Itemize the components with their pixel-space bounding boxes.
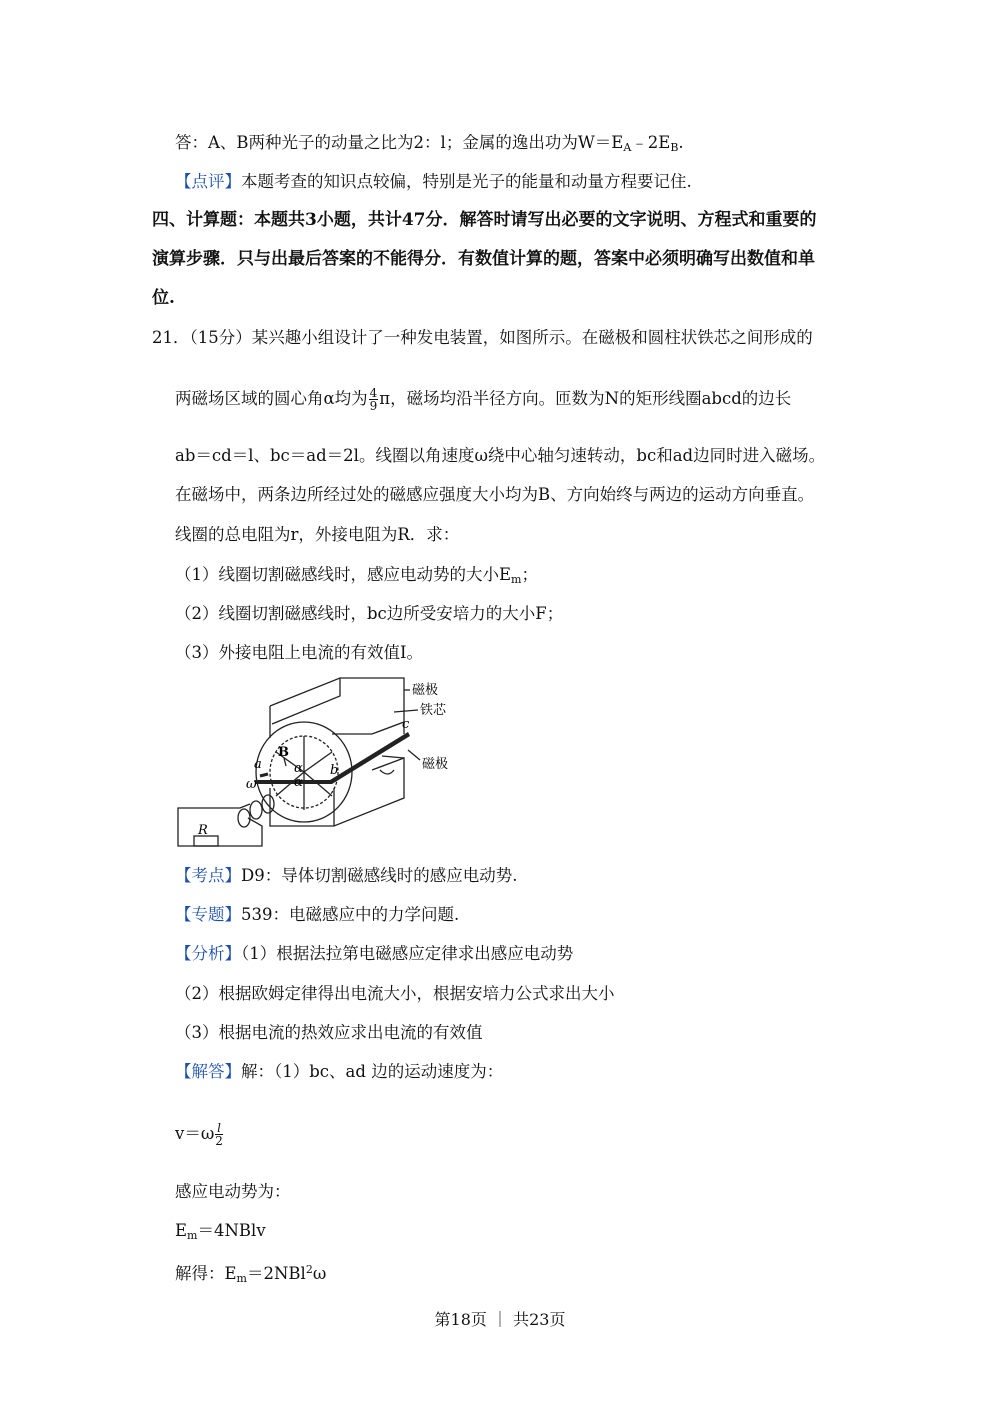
em2-b: ＝2NBl bbox=[246, 1264, 306, 1283]
sub-b: B bbox=[670, 141, 679, 154]
kaodian-tag: 【考点】 bbox=[175, 866, 241, 885]
emf-formula-1 bbox=[175, 1220, 266, 1247]
v-prefix: v＝ω bbox=[175, 1124, 215, 1143]
answer-line bbox=[175, 132, 684, 159]
em2-a: 解得：E bbox=[175, 1264, 237, 1283]
label-c: c bbox=[402, 717, 410, 732]
jieda-tag: 【解答】 bbox=[175, 1062, 241, 1081]
label-bottom-pole: 磁极 bbox=[422, 757, 449, 772]
label-b: b bbox=[330, 763, 339, 778]
em2-sub: m bbox=[236, 1272, 247, 1285]
slip-ring-2 bbox=[250, 801, 262, 819]
question-item-1 bbox=[175, 564, 538, 591]
frac-num: 4 bbox=[369, 386, 378, 400]
question-item-2: （2）线圈切割磁感线时，bc边所受安培力的大小F； bbox=[175, 604, 564, 623]
label-alpha-2: α bbox=[294, 775, 303, 790]
comment-line bbox=[175, 171, 692, 193]
fenxi-line bbox=[175, 943, 573, 965]
jieda-text: 解：（1）bc、ad 边的运动速度为： bbox=[241, 1062, 504, 1081]
kaodian-text: D9：导体切割磁感线时的感应电动势. bbox=[241, 866, 518, 885]
question-line-5: 线圈的总电阻为r，外接电阻为R．求： bbox=[175, 525, 460, 544]
coil-a bbox=[260, 774, 268, 776]
label-B: B bbox=[278, 745, 289, 760]
section-line-1: 四、计算题：本题共3小题，共计47分．解答时请写出必要的文字说明、方程式和重要的 bbox=[152, 210, 817, 230]
sub-a: A bbox=[623, 141, 632, 154]
fenxi-text-2: （2）根据欧姆定律得出电流大小，根据安培力公式求出大小 bbox=[175, 984, 615, 1003]
page-footer: 第18页 ｜ 共23页 bbox=[434, 1310, 566, 1329]
em1-a: E bbox=[175, 1221, 188, 1240]
generator-figure bbox=[172, 676, 462, 852]
section-line-2: 演算步骤．只与出最后答案的不能得分．有数值计算的题，答案中必须明确写出数值和单 bbox=[152, 249, 815, 269]
question-item-3: （3）外接电阻上电流的有效值I。 bbox=[175, 643, 424, 662]
label-core: 铁芯 bbox=[420, 703, 447, 718]
emf-label: 感应电动势为： bbox=[175, 1182, 291, 1201]
bottom-magnet-top-edge bbox=[382, 756, 404, 758]
answer-end: . bbox=[678, 133, 684, 152]
label-top-pole: 磁极 bbox=[412, 683, 439, 698]
section-line-3: 位. bbox=[152, 288, 175, 308]
fenxi-tag: 【分析】 bbox=[175, 944, 241, 963]
item1-sub: m bbox=[511, 573, 522, 586]
em1-b: ＝4NBlv bbox=[197, 1221, 266, 1240]
label-omega: ω bbox=[246, 777, 257, 792]
answer-text: 答：A、B两种光子的动量之比为2：l；金属的逸出功为W＝E bbox=[175, 133, 624, 152]
question-line-2b: π，磁场均沿半径方向。匝数为N的矩形线圈abcd的边长 bbox=[379, 389, 792, 408]
emf-formula-2 bbox=[175, 1259, 326, 1290]
jieda-line bbox=[175, 1061, 503, 1083]
em2-c: ω bbox=[312, 1264, 327, 1283]
arc-right bbox=[380, 770, 394, 774]
answer-mid: ﹣2E bbox=[631, 133, 671, 152]
question-line-2a: 两磁场区域的圆心角α均为 bbox=[175, 389, 368, 408]
question-line-4: 在磁场中，两条边所经过处的磁感应强度大小均为B、方向始终与两边的运动方向垂直。 bbox=[175, 485, 815, 504]
leader-core bbox=[394, 710, 418, 712]
field-arrow-ur bbox=[304, 752, 332, 772]
fenxi-text-1: （1）根据法拉第电磁感应定律求出感应电动势 bbox=[241, 944, 574, 963]
em2-sup: 2 bbox=[305, 1263, 313, 1276]
question-line-3: ab＝cd＝l、bc＝ad＝2l。线圈以角速度ω绕中心轴匀速转动，bc和ad边同时进入磁场。 bbox=[175, 446, 826, 465]
em1-sub: m bbox=[187, 1229, 198, 1242]
top-magnet-outline bbox=[270, 678, 404, 734]
item1-text: （1）线圈切割磁感线时，感应电动势的大小E bbox=[175, 565, 512, 584]
label-a: a bbox=[254, 757, 262, 772]
comment-tag: 【点评】 bbox=[175, 172, 241, 191]
comment-text: 本题考查的知识点较偏，特别是光子的能量和动量方程要记住. bbox=[241, 172, 692, 191]
velocity-formula bbox=[175, 1122, 224, 1147]
fraction-l-2 bbox=[215, 1122, 223, 1147]
zhuanti-tag: 【专题】 bbox=[175, 905, 241, 924]
zhuanti-text: 539：电磁感应中的力学问题. bbox=[241, 905, 460, 924]
label-alpha-1: α bbox=[294, 761, 303, 776]
v-den: 2 bbox=[215, 1134, 223, 1148]
label-R: R bbox=[198, 823, 208, 838]
fenxi-text-3: （3）根据电流的热效应求出电流的有效值 bbox=[175, 1023, 483, 1042]
v-num: l bbox=[217, 1121, 222, 1135]
slip-ring-1 bbox=[262, 795, 274, 813]
leader-bottom-pole bbox=[408, 750, 420, 760]
fraction-4-9 bbox=[369, 387, 379, 412]
question-line-2 bbox=[175, 387, 791, 412]
question-line-1: 21．（15分）某兴趣小组设计了一种发电装置，如图所示。在磁极和圆柱状铁芯之间形成的 bbox=[152, 328, 813, 347]
zhuanti-line bbox=[175, 904, 459, 926]
kaodian-line bbox=[175, 865, 517, 887]
item1-end: ； bbox=[521, 565, 538, 584]
frac-den: 9 bbox=[369, 399, 378, 413]
